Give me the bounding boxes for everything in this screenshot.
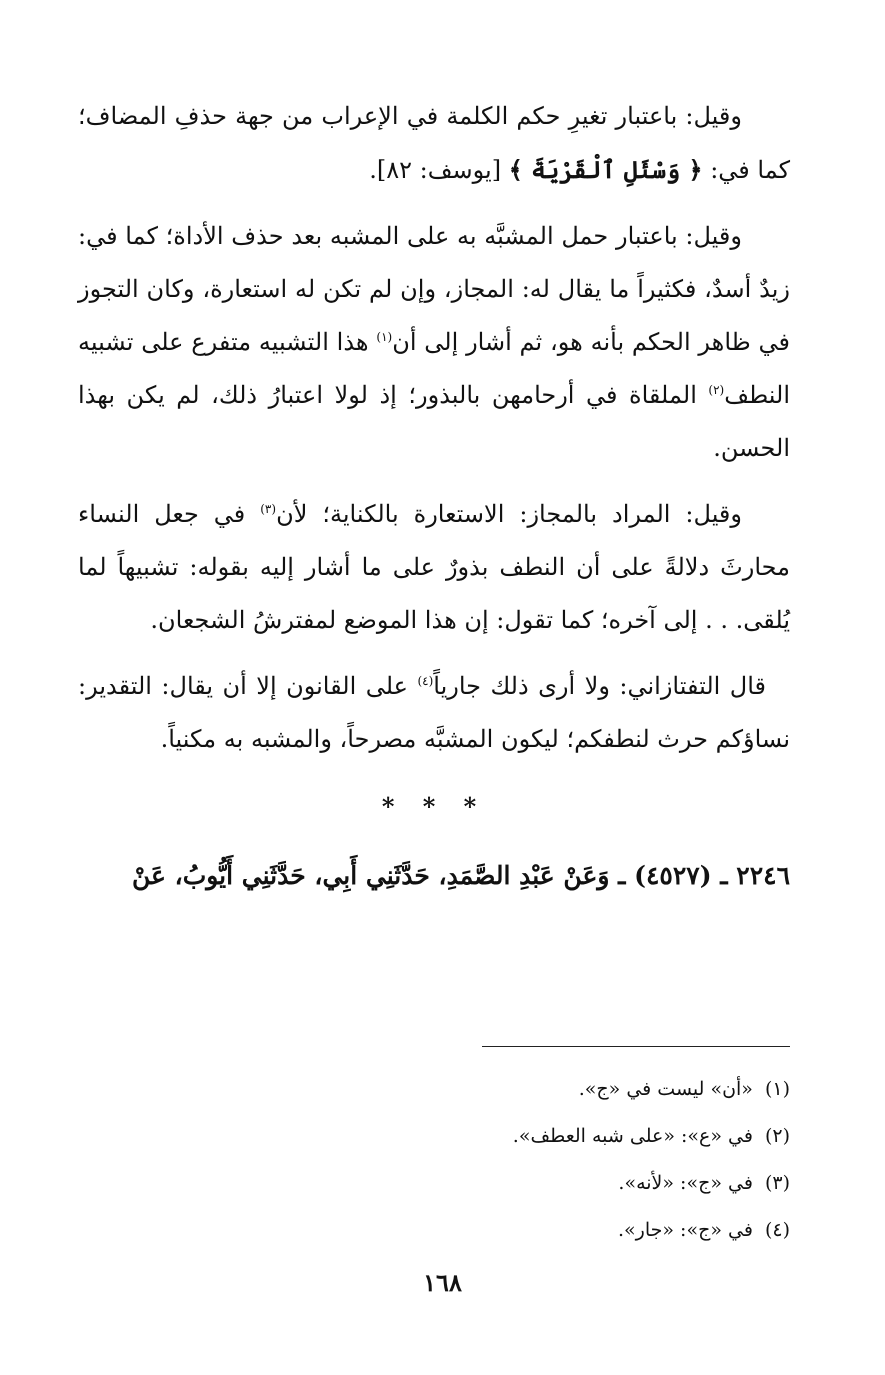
footnote-divider xyxy=(482,1046,790,1047)
footnote-text: «أن» ليست في «ج». xyxy=(578,1078,753,1100)
footnote-number: (٣) xyxy=(764,1172,790,1194)
footnote-ref-1[interactable]: (١) xyxy=(376,330,393,344)
footnote-number: (٢) xyxy=(764,1125,790,1147)
footnote-text: في «ع»: «على شبه العطف». xyxy=(512,1125,753,1147)
quran-verse: ﴿ وَسْئَلِ ٱلْقَرْيَةَ ﴾ xyxy=(508,155,703,184)
paragraph-2-text-a: وقيل: باعتبار حمل المشبَّه به على المشبه بعد حذف الأداة؛ كما في: زيدٌ أسدٌ، فكثيراً ما يقال له: المجاز، وإن لم تكن له استعارة، وكان التجوز في ظاهر الحكم بأنه هو، ثم أشار إلى أن xyxy=(78,222,791,356)
paragraph-2-text-c: الملقاة في أرحامهن بالبذور؛ إذ لولا اعتبارُ ذلك، لم يكن بهذا الحسن. xyxy=(78,381,790,462)
paragraph-2-text-b: هذا التشبيه متفرع على تشبيه النطف xyxy=(78,328,790,409)
footnote-number: (٤) xyxy=(764,1219,790,1241)
section-separator: * * * xyxy=(381,792,487,821)
paragraph-3 xyxy=(78,488,790,647)
footnote-text: في «ج»: «لأنه». xyxy=(618,1172,753,1194)
footnote-number: (١) xyxy=(764,1078,790,1100)
paragraph-4 xyxy=(78,660,790,766)
paragraph-3-text-b: في جعل النساء محارثَ دلالةً على أن النطف بذورٌ على ما أشار إليه بقوله: تشبيهاً لما يُلقى. . . إلى آخره؛ كما تقول: إن هذا الموضع لمفترشُ الشجعان. xyxy=(78,500,790,634)
footnotes xyxy=(190,1066,790,1254)
footnote-1 xyxy=(190,1066,790,1113)
footnote-ref-3[interactable]: (٣) xyxy=(260,502,277,516)
hadith-line: ٢٢٤٦ ـ (٤٥٢٧) ـ وَعَنْ عَبْدِ الصَّمَدِ، حَدَّثَنِي أَبِي، حَدَّثَنِي أَيُّوبُ، عَنْ xyxy=(132,861,790,890)
paragraph-4-text-a: قال التفتازاني: ولا أرى ذلك جارياً xyxy=(433,672,767,700)
footnote-text: في «ج»: «جار». xyxy=(618,1219,753,1241)
paragraph-4-text-b: على القانون إلا أن يقال: التقدير: نساؤكم حرث لنطفكم؛ ليكون المشبَّه مصرحاً، والمشبه به مكنياً. xyxy=(78,672,790,753)
page-number: ١٦٨ xyxy=(423,1268,462,1297)
paragraph-3-text-a: وقيل: المراد بالمجاز: الاستعارة بالكناية؛ لأن xyxy=(276,500,742,528)
page-body xyxy=(78,90,790,901)
footnote-3 xyxy=(190,1160,790,1207)
footnote-2 xyxy=(190,1113,790,1160)
paragraph-1 xyxy=(78,90,790,197)
paragraph-1-text: وقيل: باعتبار تغيرِ حكم الكلمة في الإعراب من جهة حذفِ المضاف؛ كما في: xyxy=(78,102,790,184)
footnote-4 xyxy=(190,1207,790,1254)
footnote-ref-2[interactable]: (٢) xyxy=(708,383,725,397)
footnote-ref-4[interactable]: (٤) xyxy=(417,674,434,688)
paragraph-2 xyxy=(78,210,790,475)
quran-reference: [يوسف: ٨٢]. xyxy=(369,156,502,184)
